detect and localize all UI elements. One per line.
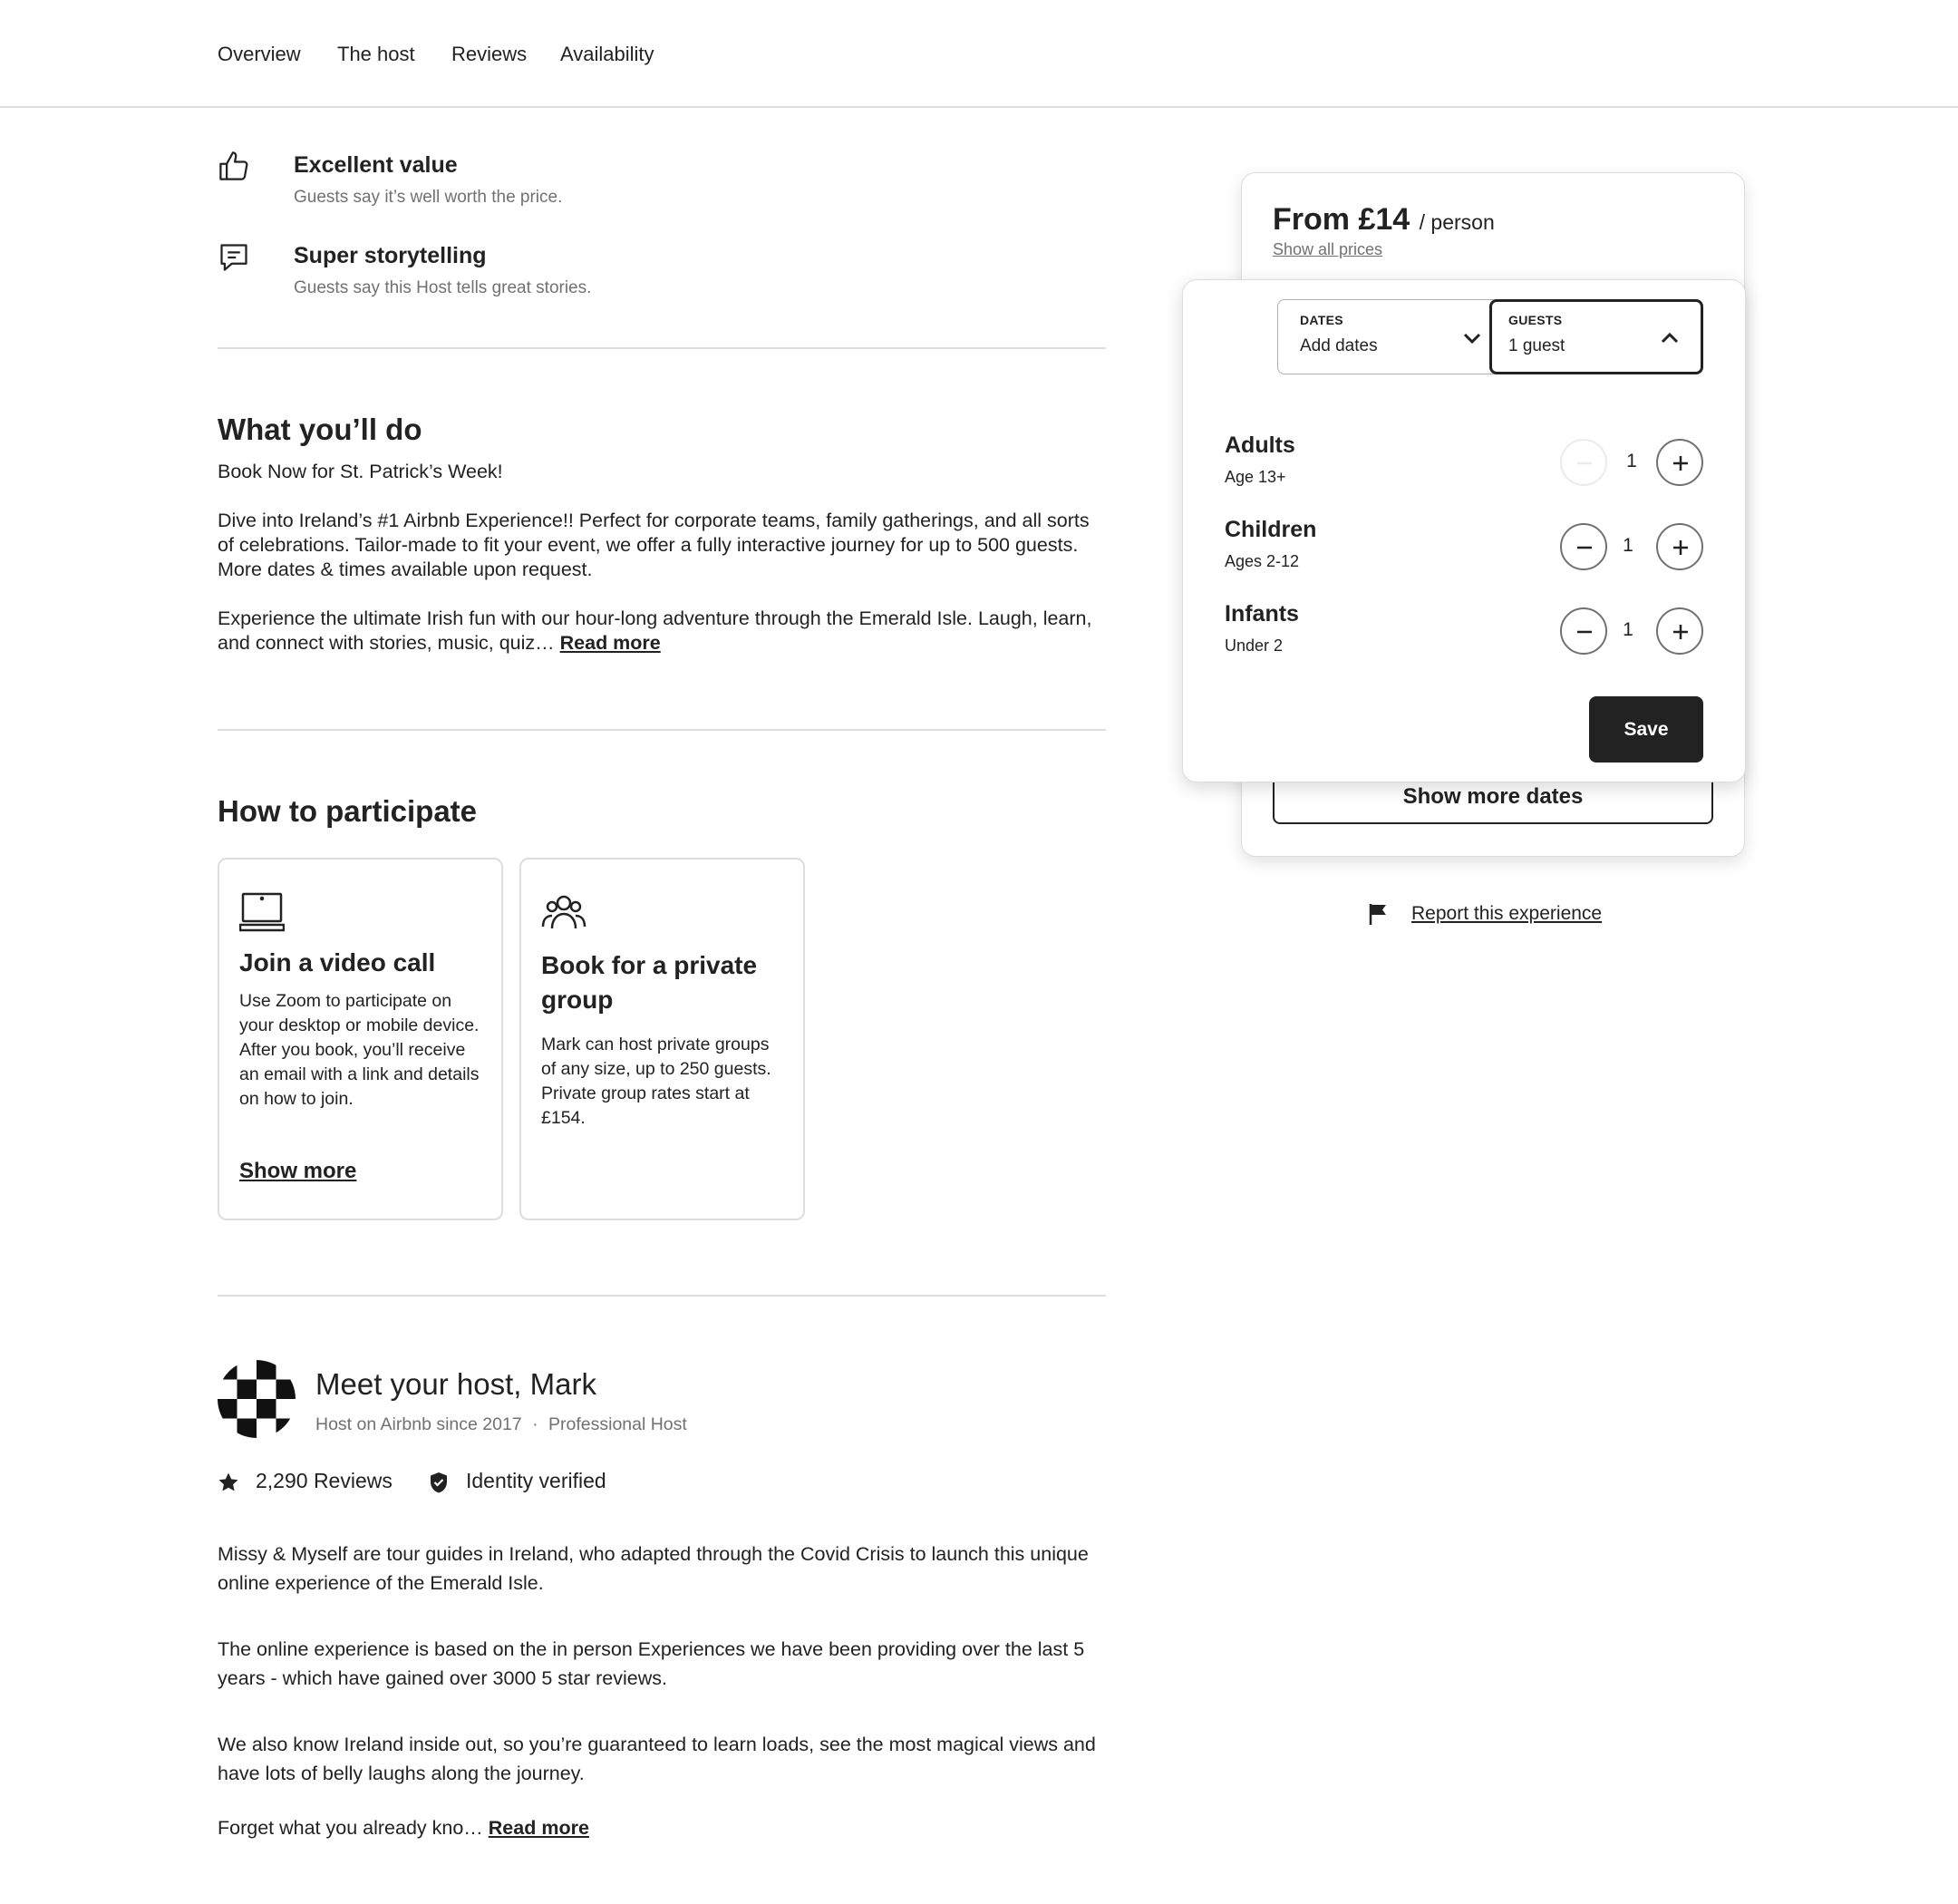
divider — [218, 1295, 1106, 1297]
nav-overview[interactable]: Overview — [218, 43, 301, 65]
flag-icon — [1367, 902, 1391, 926]
card-text: Mark can host private groups of any size, up to 250 guests. Private group rates start at £154. — [541, 1035, 771, 1128]
children-count: 1 — [1623, 535, 1633, 556]
guest-picker-popup — [1182, 279, 1746, 782]
highlight-title: Excellent value — [294, 152, 458, 178]
avatar-image — [218, 1360, 296, 1438]
guest-type-subtitle: Ages 2-12 — [1225, 552, 1300, 570]
verified-shield-icon — [429, 1472, 449, 1493]
guests-selector[interactable] — [1489, 299, 1703, 374]
adults-decrease-button[interactable] — [1560, 439, 1607, 486]
nav-reviews[interactable]: Reviews — [451, 43, 528, 65]
plus-icon — [1670, 452, 1691, 474]
card-text: Use Zoom to participate on your desktop or mobile device. After you book, you’ll receive an email with a link and details on how to join. — [239, 991, 480, 1109]
infants-decrease-button[interactable] — [1560, 607, 1607, 655]
card-title: Join a video call — [239, 948, 436, 976]
what-you-do-intro: Book Now for St. Patrick’s Week! — [218, 461, 503, 482]
dates-label: DATES — [1300, 313, 1343, 327]
guest-type-subtitle: Age 13+ — [1225, 468, 1286, 486]
nav-availability[interactable]: Availability — [560, 43, 654, 65]
nav-the-host[interactable]: The host — [337, 43, 415, 65]
host-read-more-link[interactable]: Read more — [488, 1817, 589, 1839]
chevron-down-icon — [1461, 327, 1483, 349]
children-increase-button[interactable] — [1656, 523, 1703, 570]
highlight-subtitle: Guests say this Host tells great stories. — [294, 278, 592, 297]
host-heading: Meet your host, Mark — [315, 1367, 596, 1401]
what-you-do-excerpt: Experience the ultimate Irish fun with our hour-long adventure through the Emerald Isle. Laugh, learn, and connect with stories, music, quiz… — [218, 607, 1092, 654]
identity-verified: Identity verified — [466, 1469, 606, 1492]
minus-icon — [1574, 537, 1595, 559]
highlight-title: Super storytelling — [294, 243, 487, 268]
host-bio-3: We also know Ireland inside out, so you’re guaranteed to learn loads, see the most magical views and have lots of belly laughs along the journey. — [218, 1734, 1096, 1784]
guest-type-title: Children — [1225, 517, 1317, 542]
infants-increase-button[interactable] — [1656, 607, 1703, 655]
section-nav — [0, 0, 1958, 108]
guest-type-title: Adults — [1225, 432, 1295, 458]
what-you-do-heading: What you’ll do — [218, 413, 422, 446]
host-bio-excerpt: Forget what you already kno… — [218, 1817, 483, 1839]
participate-heading: How to participate — [218, 794, 478, 828]
read-more-link[interactable]: Read more — [559, 632, 661, 654]
meta-separator: · — [532, 1414, 538, 1434]
thumbs-up-icon — [218, 150, 250, 182]
dates-value: Add dates — [1300, 336, 1378, 355]
minus-icon — [1574, 621, 1595, 643]
children-decrease-button[interactable] — [1560, 523, 1607, 570]
infants-count: 1 — [1623, 619, 1633, 640]
price-row — [1273, 202, 1495, 238]
video-call-card — [218, 858, 503, 1220]
divider — [218, 729, 1106, 731]
minus-icon — [1574, 452, 1595, 474]
private-group-card — [519, 858, 805, 1220]
host-since: Host on Airbnb since 2017 — [315, 1414, 522, 1434]
host-bio-1: Missy & Myself are tour guides in Ireland, who adapted through the Covid Crisis to launch this unique online experience of the Emerald Isle. — [218, 1543, 1089, 1594]
host-bio-2: The online experience is based on the in person Experiences we have been providing over the last 5 years - which have gained over 3000 5 star reviews. — [218, 1638, 1085, 1689]
guest-type-title: Infants — [1225, 601, 1299, 627]
divider — [218, 347, 1106, 349]
card-title: Book for a private group — [541, 951, 758, 1014]
show-all-prices-link[interactable]: Show all prices — [1273, 240, 1383, 258]
group-icon — [541, 892, 586, 932]
report-experience-link[interactable]: Report this experience — [1411, 903, 1603, 924]
host-type: Professional Host — [548, 1414, 687, 1434]
host-meta — [315, 1414, 687, 1435]
adults-increase-button[interactable] — [1656, 439, 1703, 486]
guests-value: 1 guest — [1508, 336, 1565, 355]
save-button[interactable]: Save — [1589, 696, 1703, 763]
laptop-icon — [239, 892, 285, 932]
what-you-do-details — [218, 607, 1110, 656]
guests-label: GUESTS — [1508, 313, 1563, 327]
plus-icon — [1670, 537, 1691, 559]
host-review-count: 2,290 Reviews — [256, 1469, 393, 1492]
plus-icon — [1670, 621, 1691, 643]
dates-selector[interactable] — [1277, 299, 1495, 374]
chevron-up-icon — [1659, 327, 1681, 349]
show-more-dates-button[interactable]: Show more dates — [1273, 777, 1713, 824]
guest-type-subtitle: Under 2 — [1225, 636, 1284, 655]
what-you-do-description: Dive into Ireland’s #1 Airbnb Experience!! Perfect for corporate teams, family gatherings, and all sorts of celebrations. Tailor-made to fit your event, we offer a fully interactive journey for up to 500 guests. More dates & times available upon request. — [218, 510, 1090, 580]
host-avatar[interactable] — [218, 1360, 296, 1438]
show-more-link[interactable]: Show more — [239, 1159, 357, 1183]
star-icon — [218, 1472, 239, 1493]
adults-count: 1 — [1626, 451, 1637, 471]
price: From £14 — [1273, 202, 1410, 237]
highlight-subtitle: Guests say it’s well worth the price. — [294, 188, 563, 207]
chat-icon — [218, 241, 250, 274]
price-unit: / person — [1419, 210, 1495, 234]
host-bio-4 — [218, 1813, 1097, 1842]
